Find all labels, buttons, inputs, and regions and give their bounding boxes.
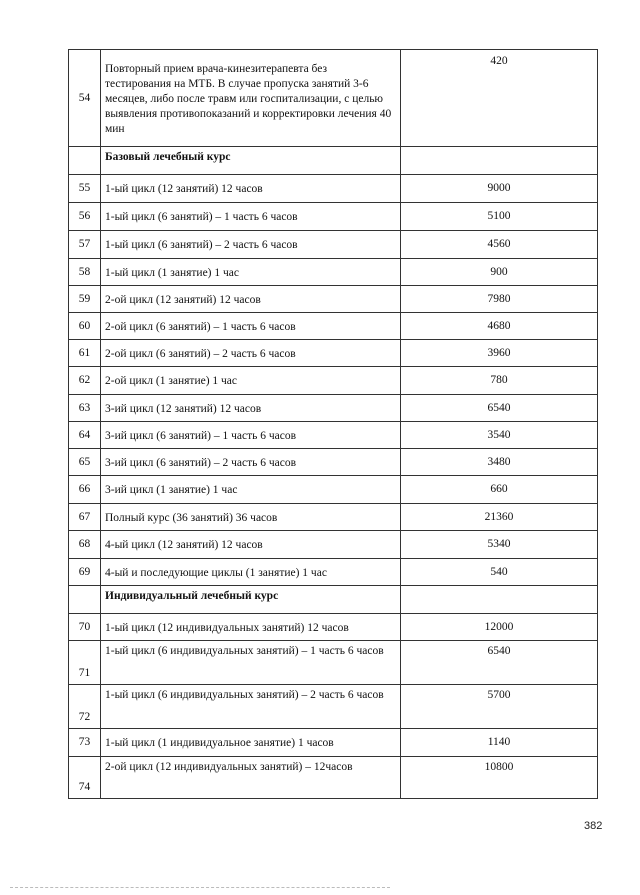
row-number: 54 bbox=[69, 50, 101, 147]
row-number: 55 bbox=[69, 175, 101, 203]
row-description: 1-ый цикл (6 индивидуальных занятий) – 1 часть 6 часов bbox=[101, 641, 401, 685]
row-price: 1140 bbox=[401, 729, 598, 757]
table-row bbox=[69, 367, 598, 395]
table-row bbox=[69, 203, 598, 231]
page-number: 382 bbox=[584, 820, 603, 832]
row-price: 6540 bbox=[401, 395, 598, 422]
table-row bbox=[69, 614, 598, 641]
row-number: 62 bbox=[69, 367, 101, 395]
section-header-row bbox=[69, 586, 598, 614]
table-row bbox=[69, 175, 598, 203]
row-number: 60 bbox=[69, 313, 101, 340]
row-description: 1-ый цикл (6 занятий) – 2 часть 6 часов bbox=[101, 231, 401, 259]
row-price: 780 bbox=[401, 367, 598, 395]
price-table bbox=[68, 49, 598, 799]
table-row bbox=[69, 395, 598, 422]
row-number: 71 bbox=[69, 641, 101, 685]
row-description: 1-ый цикл (12 индивидуальных занятий) 12 часов bbox=[101, 614, 401, 641]
row-description: 2-ой цикл (12 индивидуальных занятий) – 12часов bbox=[101, 757, 401, 799]
row-price: 3960 bbox=[401, 340, 598, 367]
row-description: 3-ий цикл (1 занятие) 1 час bbox=[101, 476, 401, 504]
row-description: 2-ой цикл (6 занятий) – 1 часть 6 часов bbox=[101, 313, 401, 340]
row-number: 69 bbox=[69, 559, 101, 586]
row-price: 3540 bbox=[401, 422, 598, 449]
row-description: 1-ый цикл (6 занятий) – 1 часть 6 часов bbox=[101, 203, 401, 231]
row-price: 12000 bbox=[401, 614, 598, 641]
row-number: 61 bbox=[69, 340, 101, 367]
table-row bbox=[69, 313, 598, 340]
row-number: 73 bbox=[69, 729, 101, 757]
row-description: 2-ой цикл (12 занятий) 12 часов bbox=[101, 286, 401, 313]
table-row bbox=[69, 757, 598, 799]
table-row bbox=[69, 559, 598, 586]
table-row bbox=[69, 449, 598, 476]
row-description: 4-ый и последующие циклы (1 занятие) 1 час bbox=[101, 559, 401, 586]
table-row bbox=[69, 422, 598, 449]
row-description: 2-ой цикл (1 занятие) 1 час bbox=[101, 367, 401, 395]
table-row bbox=[69, 286, 598, 313]
table-row bbox=[69, 50, 598, 147]
row-price: 420 bbox=[401, 50, 598, 147]
row-number: 56 bbox=[69, 203, 101, 231]
row-description: 1-ый цикл (12 занятий) 12 часов bbox=[101, 175, 401, 203]
row-number: 74 bbox=[69, 757, 101, 799]
row-price: 6540 bbox=[401, 641, 598, 685]
table-row bbox=[69, 504, 598, 531]
row-price: 4560 bbox=[401, 231, 598, 259]
row-number: 67 bbox=[69, 504, 101, 531]
row-number: 59 bbox=[69, 286, 101, 313]
row-price: 10800 bbox=[401, 757, 598, 799]
table-row bbox=[69, 641, 598, 685]
row-price: 4680 bbox=[401, 313, 598, 340]
row-number: 70 bbox=[69, 614, 101, 641]
table-row bbox=[69, 231, 598, 259]
row-description: 1-ый цикл (1 занятие) 1 час bbox=[101, 259, 401, 286]
row-price: 3480 bbox=[401, 449, 598, 476]
row-price: 5340 bbox=[401, 531, 598, 559]
row-description: 2-ой цикл (6 занятий) – 2 часть 6 часов bbox=[101, 340, 401, 367]
scan-artifact-line bbox=[10, 887, 390, 888]
table-row bbox=[69, 531, 598, 559]
row-description: 1-ый цикл (1 индивидуальное занятие) 1 часов bbox=[101, 729, 401, 757]
row-description: 3-ий цикл (12 занятий) 12 часов bbox=[101, 395, 401, 422]
row-price: 540 bbox=[401, 559, 598, 586]
row-description: Полный курс (36 занятий) 36 часов bbox=[101, 504, 401, 531]
table-row bbox=[69, 259, 598, 286]
row-price: 9000 bbox=[401, 175, 598, 203]
section-title-basic: Базовый лечебный курс bbox=[101, 147, 401, 175]
row-number: 63 bbox=[69, 395, 101, 422]
row-number: 66 bbox=[69, 476, 101, 504]
row-price: 7980 bbox=[401, 286, 598, 313]
row-number: 57 bbox=[69, 231, 101, 259]
row-description: 3-ий цикл (6 занятий) – 1 часть 6 часов bbox=[101, 422, 401, 449]
row-price: 900 bbox=[401, 259, 598, 286]
row-number: 68 bbox=[69, 531, 101, 559]
table-row bbox=[69, 476, 598, 504]
row-number: 72 bbox=[69, 685, 101, 729]
row-description: 4-ый цикл (12 занятий) 12 часов bbox=[101, 531, 401, 559]
row-description: 1-ый цикл (6 индивидуальных занятий) – 2 часть 6 часов bbox=[101, 685, 401, 729]
section-header-row bbox=[69, 147, 598, 175]
row-price: 21360 bbox=[401, 504, 598, 531]
table-row bbox=[69, 685, 598, 729]
row-description: 3-ий цикл (6 занятий) – 2 часть 6 часов bbox=[101, 449, 401, 476]
row-number: 65 bbox=[69, 449, 101, 476]
row-price: 5700 bbox=[401, 685, 598, 729]
row-description: Повторный прием врача-кинезитерапевта без тестирования на МТБ. В случае пропуска занятий 3-6 месяцев, либо после травм или госпитализации, с целью выявления противопоказаний и корректировки лечения 40 мин bbox=[101, 50, 401, 147]
table-row bbox=[69, 340, 598, 367]
table-row bbox=[69, 729, 598, 757]
section-title-individual: Индивидуальный лечебный курс bbox=[101, 586, 401, 614]
row-number: 64 bbox=[69, 422, 101, 449]
row-price: 5100 bbox=[401, 203, 598, 231]
row-price: 660 bbox=[401, 476, 598, 504]
row-number: 58 bbox=[69, 259, 101, 286]
